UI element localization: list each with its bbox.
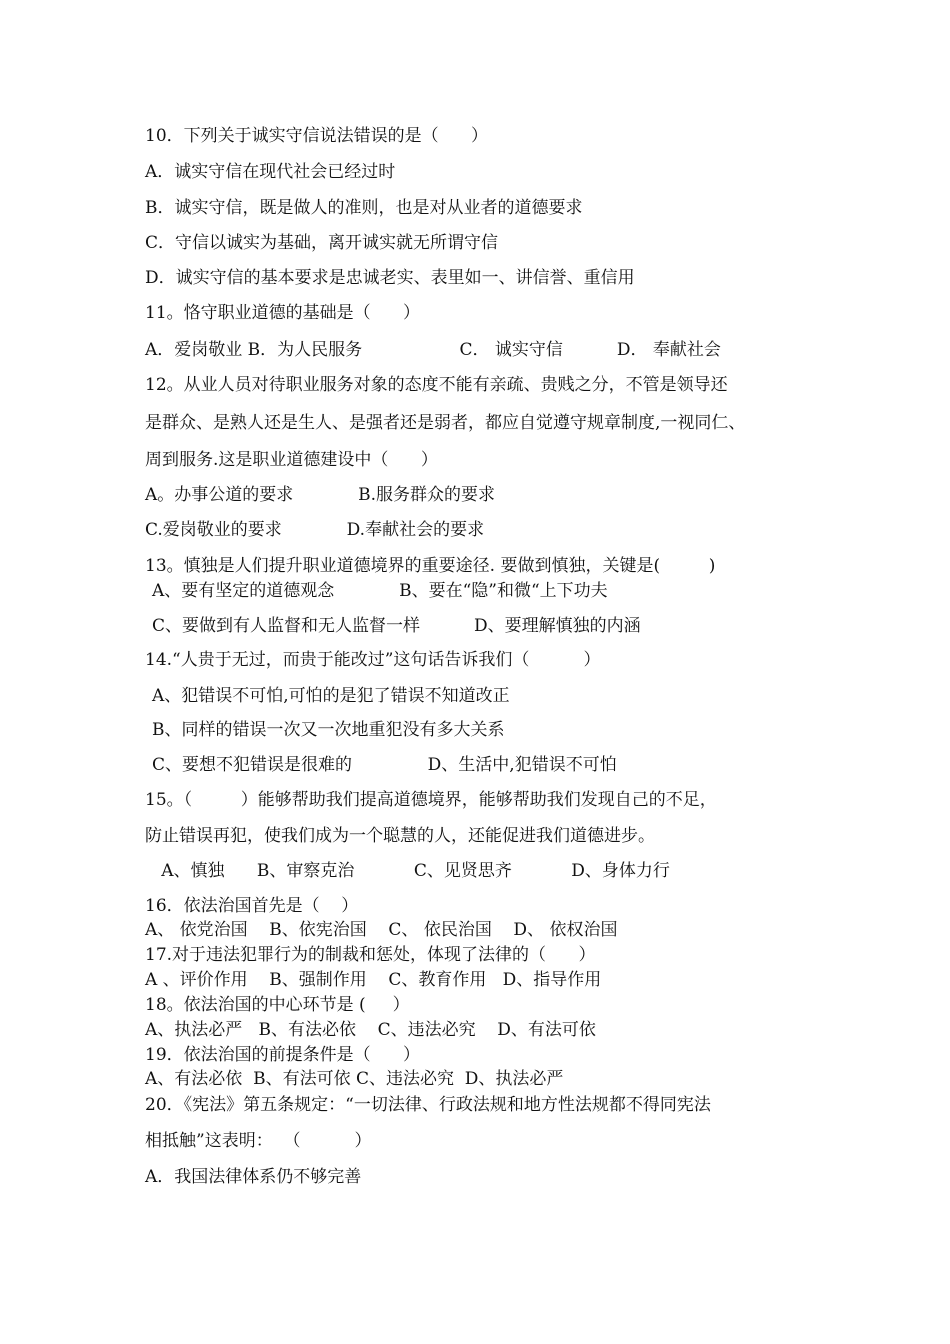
question-17: 17.对于违法犯罪行为的制裁和惩处，体现了法律的（ ） bbox=[145, 945, 596, 965]
options-12-ab: A。办事公道的要求 B.服务群众的要求 bbox=[145, 485, 496, 505]
option-14b: B、同样的错误一次又一次地重犯没有多大关系 bbox=[152, 720, 505, 740]
question-12-line-3: 周到服务.这是职业道德建设中（ ） bbox=[145, 450, 438, 470]
question-13: 13。慎独是人们提升职业道德境界的重要途径. 要做到慎独，关键是( ) bbox=[145, 556, 716, 576]
option-14a: A、犯错误不可怕,可怕的是犯了错误不知道改正 bbox=[152, 686, 510, 706]
options-17: A 、评价作用 B、强制作用 C、教育作用 D、指导作用 bbox=[145, 970, 602, 990]
options-18: A、执法必严 B、有法必依 C、违法必究 D、有法可依 bbox=[145, 1020, 596, 1040]
option-10b: B．诚实守信，既是做人的准则，也是对从业者的道德要求 bbox=[145, 198, 583, 218]
question-14: 14.“人贵于无过，而贵于能改过”这句话告诉我们（ ） bbox=[145, 650, 601, 670]
option-10d: D．诚实守信的基本要求是忠诚老实、表里如一、讲信誉、重信用 bbox=[145, 268, 635, 288]
options-16: A、 依党治国 B、依宪治国 C、 依民治国 D、 依权治国 bbox=[145, 920, 618, 940]
question-16: 16．依法治国首先是（ ） bbox=[145, 896, 359, 916]
question-20-line-2: 相抵触”这表明： （ ） bbox=[145, 1131, 372, 1151]
question-19: 19．依法治国的前提条件是（ ） bbox=[145, 1045, 421, 1065]
question-10: 10．下列关于诚实守信说法错误的是（ ） bbox=[145, 126, 489, 146]
question-20-line-1: 20．《宪法》第五条规定：“一切法律、行政法规和地方性法规都不得同宪法 bbox=[145, 1095, 711, 1115]
options-11: A．爱岗敬业 B．为人民服务 C． 诚实守信 D． 奉献社会 bbox=[145, 340, 721, 360]
options-13-ab: A、要有坚定的道德观念 B、要在“隐”和微“上下功夫 bbox=[152, 581, 608, 601]
question-18: 18。依法治国的中心环节是 ( ） bbox=[145, 995, 410, 1015]
option-20a: A．我国法律体系仍不够完善 bbox=[145, 1167, 362, 1187]
option-10c: C．守信以诚实为基础，离开诚实就无所谓守信 bbox=[145, 233, 499, 253]
options-13-cd: C、要做到有人监督和无人监督一样 D、要理解慎独的内涵 bbox=[152, 616, 641, 636]
question-11: 11。恪守职业道德的基础是（ ） bbox=[145, 303, 421, 323]
question-12-line-2: 是群众、是熟人还是生人、是强者还是弱者，都应自觉遵守规章制度,一视同仁、 bbox=[145, 413, 746, 433]
options-14-cd: C、要想不犯错误是很难的 D、生活中,犯错误不可怕 bbox=[152, 755, 617, 775]
question-12-line-1: 12。从业人员对待职业服务对象的态度不能有亲疏、贵贱之分，不管是领导还 bbox=[145, 375, 728, 395]
options-12-cd: C.爱岗敬业的要求 D.奉献社会的要求 bbox=[145, 520, 485, 540]
options-15: A、慎独 B、审察克治 C、见贤思齐 D、身体力行 bbox=[145, 861, 670, 881]
question-15-line-1: 15。（ ）能够帮助我们提高道德境界，能够帮助我们发现自己的不足， bbox=[145, 790, 717, 810]
question-15-line-2: 防止错误再犯，使我们成为一个聪慧的人，还能促进我们道德进步。 bbox=[145, 826, 655, 846]
option-10a: A．诚实守信在现代社会已经过时 bbox=[145, 162, 396, 182]
options-19: A、有法必依 B、有法可依 C、违法必究 D、执法必严 bbox=[145, 1069, 564, 1089]
